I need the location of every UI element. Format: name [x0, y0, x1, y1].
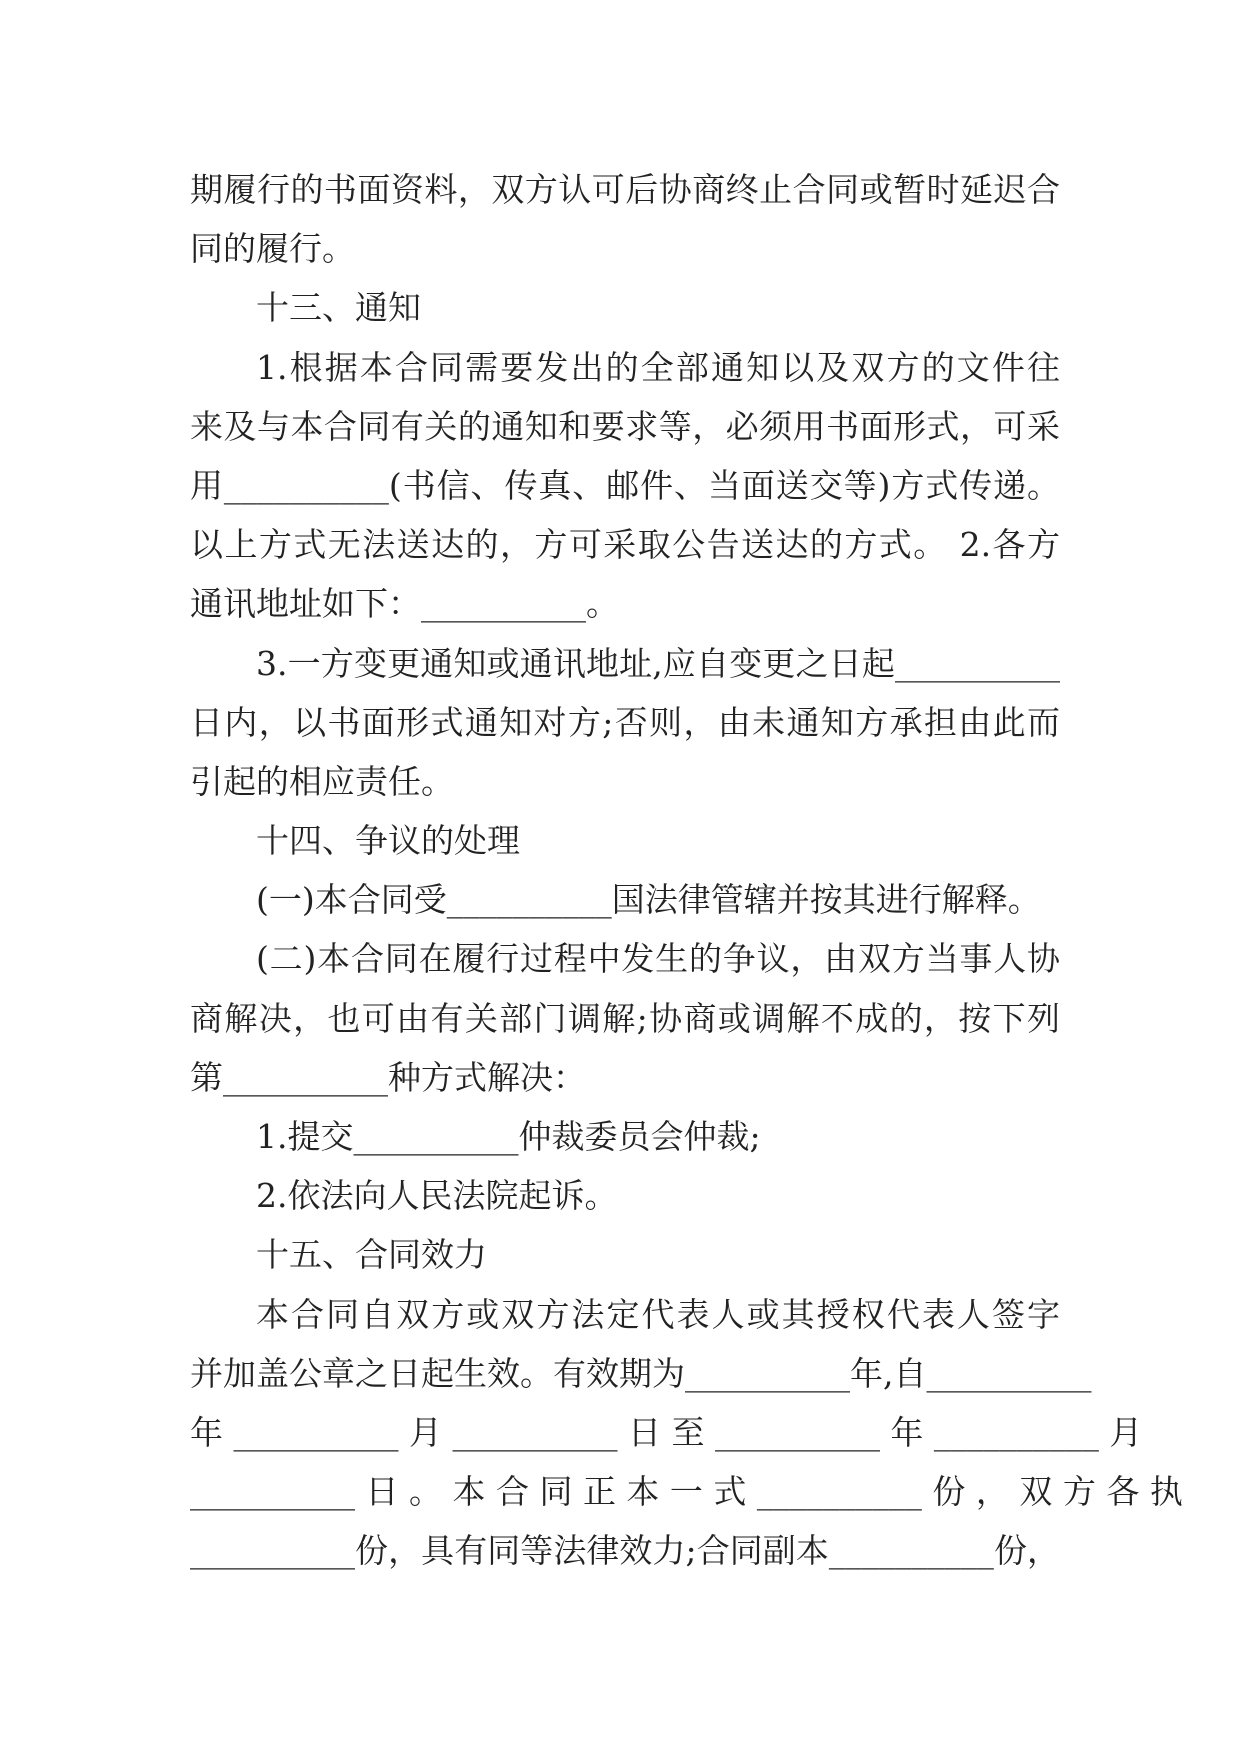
document-line: __________ 日 。 本 合 同 正 本 一 式 __________ 份 ， 双 方 各 执 — [190, 1472, 1183, 1512]
document-line: 商解决，也可由有关部门调解;协商或调解不成的，按下列 — [190, 998, 1060, 1038]
document-line: (一)本合同受__________国法律管辖并按其进行解释。 — [256, 880, 1041, 920]
document-line: 本合同自双方或双方法定代表人或其授权代表人签字 — [256, 1294, 1060, 1334]
document-line: 并加盖公章之日起生效。有效期为__________年,自__________ — [190, 1353, 1092, 1393]
document-line: 2.依法向人民法院起诉。 — [256, 1176, 618, 1216]
document-line: 第__________种方式解决： — [190, 1057, 586, 1097]
document-line: 十四、争议的处理 — [256, 821, 520, 861]
document-line: 1.根据本合同需要发出的全部通知以及双方的文件往 — [256, 347, 1060, 387]
document-line: 以上方式无法送达的，方可采取公告送达的方式。 2.各方 — [190, 525, 1060, 565]
document-line: 同的履行。 — [190, 229, 355, 269]
document-line: 引起的相应责任。 — [190, 761, 454, 801]
document-line: __________份，具有同等法律效力;合同副本__________份， — [190, 1531, 1060, 1571]
document-line: 来及与本合同有关的通知和要求等，必须用书面形式，可采 — [190, 406, 1060, 446]
document-line: 1.提交__________仲裁委员会仲裁; — [256, 1117, 761, 1156]
document-body — [190, 160, 1183, 1581]
document-line: (二)本合同在履行过程中发生的争议，由双方当事人协 — [256, 939, 1060, 979]
document-line: 用__________(书信、传真、邮件、当面送交等)方式传递。 — [190, 465, 1060, 505]
document-line: 十五、合同效力 — [256, 1235, 487, 1275]
document-line: 年 __________ 月 __________ 日 至 __________ 年 __________ 月 — [190, 1412, 1143, 1452]
document-line: 3.一方变更通知或通讯地址,应自变更之日起__________ — [256, 643, 1060, 683]
document-line: 通讯地址如下：__________。 — [190, 584, 619, 624]
document-line: 日内，以书面形式通知对方;否则，由未通知方承担由此而 — [190, 702, 1060, 742]
document-line: 十三、通知 — [256, 288, 421, 328]
document-line: 期履行的书面资料，双方认可后协商终止合同或暂时延迟合 — [190, 170, 1060, 209]
